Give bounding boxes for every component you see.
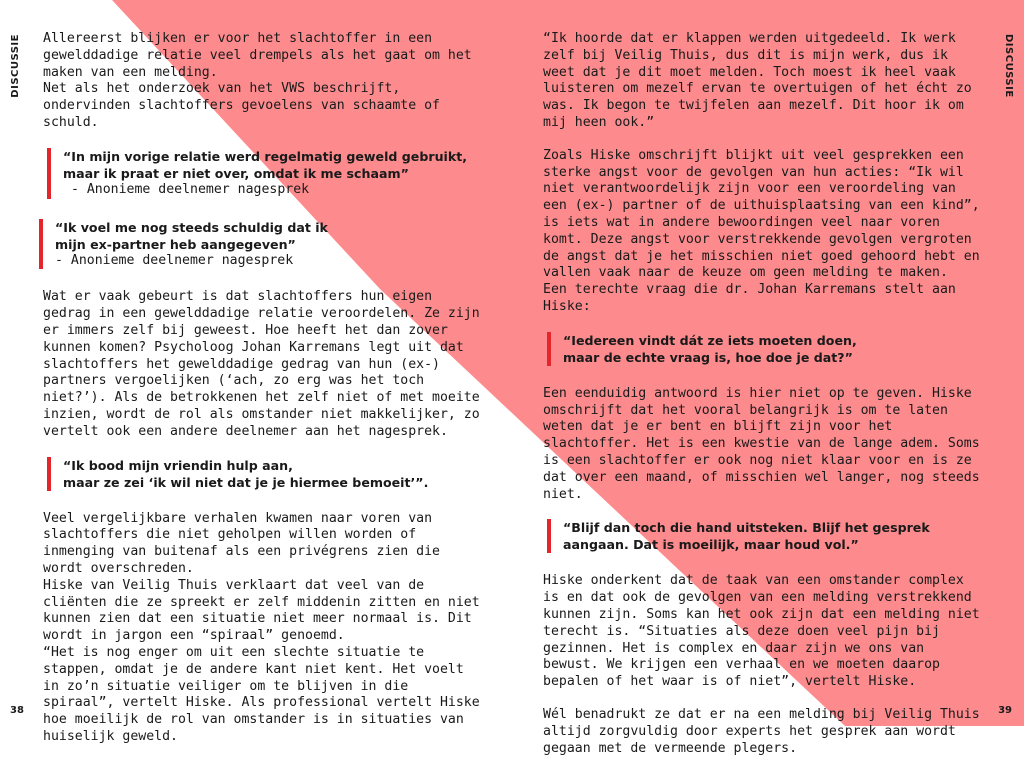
quote-source: - Anonieme deelnemer nagesprek [55,252,294,268]
paragraph: Veel vergelijkbare verhalen kwamen naar voren van slachtoffers die niet geholpen willen worden of inmenging van buitenaf als een privégrens zien die wordt overschreden. Hiske van Veilig Thuis verklaart dat veel van de cliënten die ze spreekt er zelf middenin zitten en niet kunnen zien dat een situatie niet meer normaal is. Dit wordt in jargon een “spiraal” genoemd. “Het is nog enger om uit een slechte situatie te stappen, omdat je de andere kant niet kent. Het voelt in zo’n situatie veiliger om te blijven in die spiraal”, vertelt Hiske. Als professional vertelt Hiske hoe moeilijk de rol van omstander is in situaties van huiselijk geweld. [43,510,480,744]
page-number: 38 [10,705,24,716]
pull-quote [39,219,480,270]
pull-quote [547,332,983,366]
pull-quote [47,457,480,491]
quote-text: “Ik bood mijn vriendin hulp aan, maar ze zei ‘ik wil niet dat je je hiermee bemoeit’”. [63,457,429,490]
right-page [512,0,1024,756]
left-page [0,0,512,744]
section-label: DISCUSSIE [10,34,21,98]
quote-bar [47,457,51,491]
paragraph: Allereerst blijken er voor het slachtoffer in een gewelddadige relatie veel drempels als het gaat om het maken van een melding. Net als het onderzoek van het VWS beschrijft, ondervinden slachtoffers gevoelens van schaamte of schuld. [43,31,472,130]
quote-bar [47,148,51,199]
quote-bar [39,219,43,270]
quote-text: “In mijn vorige relatie werd regelmatig geweld gebruikt, maar ik praat er niet over, omdat ik me schaam” [63,148,468,181]
paragraph: “Ik hoorde dat er klappen werden uitgedeeld. Ik werk zelf bij Veilig Thuis, dus dit is mijn werk, dus ik weet dat je dit moet melden. Toch moest ik heel vaak luisteren om mezelf ervan te overtuigen of het écht zo was. Ik begon te twijfelen aan mezelf. Dit hoor ik om mij heen ook.” [543,31,972,130]
left-text-column [43,31,480,762]
quote-text: “Ik voel me nog steeds schuldig dat ik mijn ex-partner heb aangegeven” [55,219,328,252]
section-label: DISCUSSIE [1003,34,1014,98]
quote-bar [547,332,551,366]
quote-text: “Blijf dan toch die hand uitsteken. Blijf het gesprek aangaan. Dat is moeilijk, maar houd vol.” [563,520,930,553]
page-number: 39 [998,705,1012,716]
paragraph: Een eenduidig antwoord is hier niet op te geven. Hiske omschrijft dat het vooral belangrijk is om te laten weten dat je er bent en blijft zijn voor het slachtoffer. Het is een kwestie van de lange adem. Soms is een slachtoffer er ook nog niet klaar voor en is ze dat over een maand, of misschien wel langer, nog steeds niet. [543,385,980,502]
pull-quote [547,519,983,553]
paragraph: Zoals Hiske omschrijft blijkt uit veel gesprekken een sterke angst voor de gevolgen van hun acties: “Ik wil niet verantwoordelijk zijn voor een veroordeling van een (ex-) partner of de uithuisplaatsing van een kind”, is iets wat in andere bewoordingen veel naar voren komt. Deze angst voor verstrekkende gevolgen vergroten de angst dat je het misschien niet goed gehoord hebt en vallen vaak naar de keuze om geen melding te maken. Een terechte vraag die dr. Johan Karremans stelt aan Hiske: [543,147,980,314]
paragraph: Wat er vaak gebeurt is dat slachtoffers hun eigen gedrag in een gewelddadige relatie veroordelen. Ze zijn er immers zelf bij geweest. Hoe heeft het dan zover kunnen komen? Psycholoog Johan Karremans legt uit dat slachtoffers het gewelddadige gedrag van hun (ex-) partners vergoelijken (‘ach, zo erg was het toch niet?’). Als de betrokkenen het zelf niet of met moeite inzien, wordt de rol als omstander niet makkelijker, zo vertelt ook een andere deelnemer aan het nagesprek. [43,289,480,439]
paragraph: Hiske onderkent dat de taak van een omstander complex is en dat ook de gevolgen van een melding verstrekkend kunnen zijn. Soms kan het ook zijn dat een melding niet terecht is. “Situaties als deze doen veel pijn bij gezinnen. Het is complex en daar zijn we ons van bewust. We krijgen een verhaal en we moeten daarop bepalen of het waar is of niet”, vertelt Hiske. [543,573,980,690]
quote-bar [547,519,551,553]
pull-quote [47,148,480,199]
right-text-column [543,31,983,773]
quote-text: “Iedereen vindt dát ze iets moeten doen, maar de echte vraag is, hoe doe je dat?” [563,332,857,365]
paragraph: Wél benadrukt ze dat er na een melding bij Veilig Thuis altijd zorgvuldig door experts het gesprek aan wordt gegaan met de vermeende plegers. [543,706,980,756]
quote-source: - Anonieme deelnemer nagesprek [63,181,310,197]
